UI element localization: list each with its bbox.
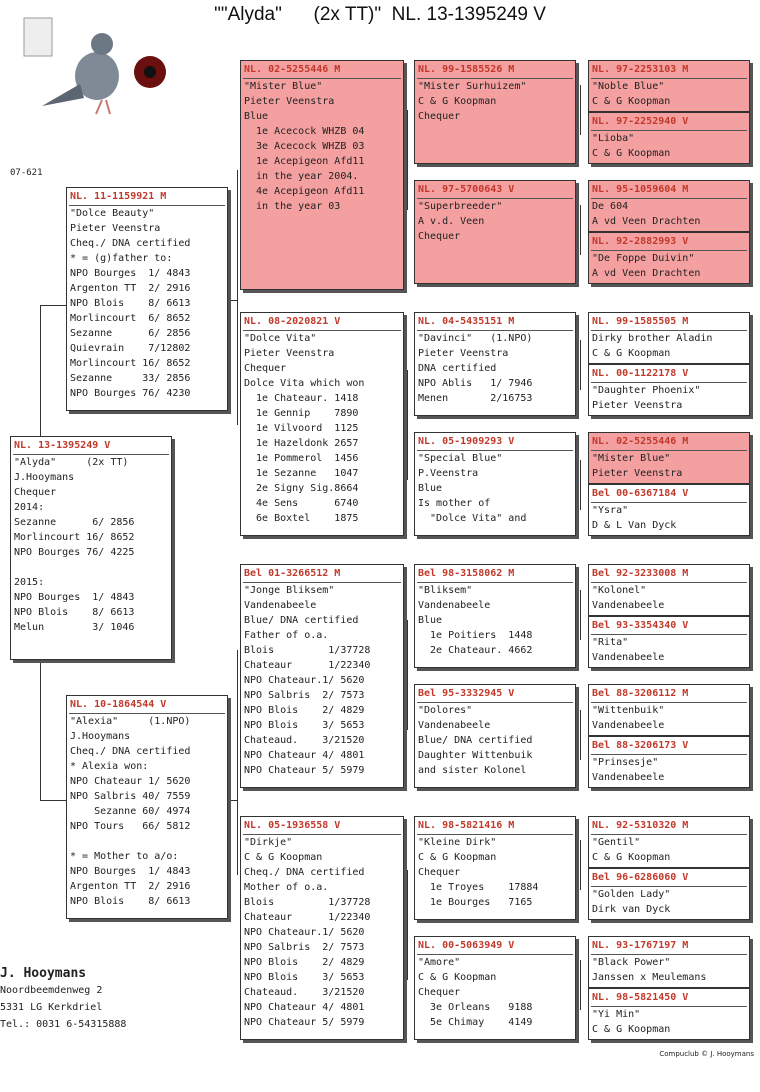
- ring-number: NL. 97-5700643 V: [418, 184, 515, 195]
- card-text-line: NPO Blois 3/ 5653: [244, 720, 365, 731]
- card-text-line: 5e Chimay 4149: [418, 1017, 533, 1028]
- card-text-line: 3e Orleans 9188: [418, 1002, 533, 1013]
- card-text-line: [67, 834, 227, 849]
- card-text-line: A vd Veen Drachten: [592, 216, 701, 227]
- connector: [580, 85, 581, 135]
- card-text-line: "Mister Surhuizem": [418, 81, 527, 92]
- card-text-line: P.Veenstra: [418, 468, 479, 479]
- pedigree-card-ggp-5: [414, 564, 576, 668]
- card-text-line: "Dolce Vita": [244, 333, 317, 344]
- pedigree-card-gggp-4: [588, 232, 750, 284]
- ring-number: Bel 93-3354340 V: [592, 620, 689, 631]
- pedigree-card-mother: [66, 695, 228, 919]
- connector: [237, 650, 238, 875]
- card-text-line: Menen 2/16753: [418, 393, 533, 404]
- card-text-line: De 604: [592, 201, 629, 212]
- card-text-line: NPO Blois 3/ 5653: [244, 972, 365, 983]
- card-text-line: Cheq./ DNA certified: [70, 746, 191, 757]
- card-text-line: Pieter Veenstra: [244, 96, 335, 107]
- card-text-line: Chateaur 1/22340: [244, 912, 371, 923]
- card-text-line: Cheq./ DNA certified: [244, 867, 365, 878]
- card-text-line: C & G Koopman: [592, 348, 671, 359]
- card-text-line: C & G Koopman: [418, 96, 497, 107]
- card-text-line: Sezanne 6/ 2856: [14, 517, 135, 528]
- card-text-line: DNA certified: [418, 363, 497, 374]
- card-text-line: Daughter Wittenbuik: [418, 750, 533, 761]
- card-text-line: "Dirkje": [244, 837, 293, 848]
- card-text-line: 1e Vilvoord 1125: [244, 423, 359, 434]
- card-text-line: "Amore": [418, 957, 461, 968]
- card-text-line: 2015:: [14, 577, 45, 588]
- card-text-line: Janssen x Meulemans: [592, 972, 707, 983]
- card-text-line: Vandenabeele: [592, 652, 665, 663]
- card-text-line: "Special Blue": [418, 453, 503, 464]
- card-text-line: "Davinci" (1.NPO): [418, 333, 533, 344]
- card-text-line: NPO Chateaur 5/ 5979: [244, 1017, 365, 1028]
- pedigree-card-gggp-14: [588, 868, 750, 920]
- pedigree-card-gggp-15: [588, 936, 750, 988]
- connector: [580, 460, 581, 510]
- pedigree-card-gggp-10: [588, 616, 750, 668]
- owner-name: J. Hooymans: [0, 966, 87, 981]
- card-text-line: C & G Koopman: [592, 852, 671, 863]
- card-text-line: 1e Troyes 17884: [418, 882, 539, 893]
- card-text-line: Sezanne 6/ 2856: [70, 328, 191, 339]
- card-text-line: Pieter Veenstra: [592, 400, 683, 411]
- card-text-line: Morlincourt 16/ 8652: [70, 358, 191, 369]
- card-text-line: * = (g)father to:: [70, 253, 173, 264]
- card-text-line: NPO Salbris 2/ 7573: [244, 690, 365, 701]
- ring-number: Bel 01-3266512 M: [244, 568, 341, 579]
- ring-number: NL. 95-1059604 M: [592, 184, 689, 195]
- card-text-line: and sister Kolonel: [418, 765, 527, 776]
- owner-address-line: Noordbeemdenweg 2: [0, 985, 103, 996]
- card-text-line: Chequer: [418, 867, 461, 878]
- card-text-line: Sezanne 33/ 2856: [70, 373, 191, 384]
- ring-number: NL. 97-2252940 V: [592, 116, 689, 127]
- pedigree-card-gggp-16: [588, 988, 750, 1040]
- page-title: ""Alyda" (2x TT)" NL. 13-1395249 V: [214, 4, 546, 25]
- card-text-line: Blue: [418, 483, 443, 494]
- card-text-line: J.Hooymans: [14, 472, 75, 483]
- owner-phone: Tel.: 0031 6-54315888: [0, 1019, 127, 1030]
- pedigree-card-father: [66, 187, 228, 411]
- ring-number: NL. 97-2253103 M: [592, 64, 689, 75]
- card-text-line: "Dolce Vita" and: [418, 513, 527, 524]
- card-text-line: "Ysra": [592, 505, 629, 516]
- card-text-line: Blue: [244, 111, 269, 122]
- ring-number: Bel 88-3206173 V: [592, 740, 689, 751]
- pigeon-logo-icon: [22, 14, 168, 118]
- card-text-line: "Dolores": [418, 705, 473, 716]
- card-text-line: Blois 1/37728: [244, 897, 371, 908]
- ring-number: NL. 99-1585526 M: [418, 64, 515, 75]
- card-text-line: Blue/ DNA certified: [244, 615, 359, 626]
- pedigree-card-gggp-11: [588, 684, 750, 736]
- card-text-line: Melun 3/ 1046: [14, 622, 135, 633]
- connector: [40, 660, 41, 800]
- ring-number: NL. 99-1585505 M: [592, 316, 689, 327]
- owner-info: [0, 965, 126, 1033]
- card-text-line: 1e Poitiers 1448: [418, 630, 533, 641]
- card-text-line: [11, 560, 171, 575]
- ring-number: Bel 95-3332945 V: [418, 688, 515, 699]
- ring-number: Bel 96-6286060 V: [592, 872, 689, 883]
- ring-number: NL. 00-1122178 V: [592, 368, 689, 379]
- connector: [580, 840, 581, 890]
- connector: [580, 960, 581, 1010]
- pedigree-card-ggp-2: [414, 180, 576, 284]
- pedigree-card-gggp-1: [588, 60, 750, 112]
- card-text-line: D & L Van Dyck: [592, 520, 677, 531]
- card-text-line: "Lioba": [592, 133, 635, 144]
- card-text-line: NPO Chateaur.1/ 5620: [244, 675, 365, 686]
- card-text-line: "Mister Blue": [592, 453, 671, 464]
- card-text-line: Chequer: [14, 487, 57, 498]
- card-text-line: NPO Blois 8/ 6613: [70, 298, 191, 309]
- ring-number: NL. 10-1864544 V: [70, 699, 167, 710]
- card-text-line: in the year 2004.: [244, 171, 359, 182]
- ring-number: NL. 98-5821416 M: [418, 820, 515, 831]
- ring-number: NL. 98-5821450 V: [592, 992, 689, 1003]
- pedigree-card-maternal-grandmother: [240, 816, 404, 1040]
- ring-number: NL. 02-5255446 M: [244, 64, 341, 75]
- card-text-line: C & G Koopman: [418, 972, 497, 983]
- card-text-line: NPO Bourges 1/ 4843: [70, 268, 191, 279]
- pedigree-card-gggp-7: [588, 432, 750, 484]
- pedigree-card-ggp-4: [414, 432, 576, 536]
- card-text-line: in the year 03: [244, 201, 341, 212]
- card-text-line: Dirky brother Aladin: [592, 333, 713, 344]
- ring-number: Bel 92-3233008 M: [592, 568, 689, 579]
- card-text-line: "Jonge Bliksem": [244, 585, 335, 596]
- card-text-line: 1e Gennip 7890: [244, 408, 359, 419]
- card-text-line: NPO Blois 2/ 4829: [244, 957, 365, 968]
- ring-number: NL. 93-1767197 M: [592, 940, 689, 951]
- ring-number: NL. 04-5435151 M: [418, 316, 515, 327]
- card-text-line: A v.d. Veen: [418, 216, 485, 227]
- card-text-line: A vd Veen Drachten: [592, 268, 701, 279]
- card-text-line: Pieter Veenstra: [70, 223, 161, 234]
- card-text-line: Vandenabeele: [592, 772, 665, 783]
- card-text-line: "Black Power": [592, 957, 671, 968]
- pedigree-card-ggp-6: [414, 684, 576, 788]
- card-text-line: "Golden Lady": [592, 889, 671, 900]
- connector: [407, 620, 408, 730]
- pedigree-card-paternal-grandmother: [240, 312, 404, 536]
- ring-number: NL. 05-1909293 V: [418, 436, 515, 447]
- card-text-line: NPO Chateaur 4/ 4801: [244, 750, 365, 761]
- ring-number: NL. 02-5255446 M: [592, 436, 689, 447]
- card-text-line: 3e Acecock WHZB 03: [244, 141, 365, 152]
- card-text-line: 6e Boxtel 1875: [244, 513, 359, 524]
- card-text-line: Vandenabeele: [592, 600, 665, 611]
- card-text-line: Father of o.a.: [244, 630, 329, 641]
- card-text-line: NPO Chateaur.1/ 5620: [244, 927, 365, 938]
- card-text-line: C & G Koopman: [592, 96, 671, 107]
- card-text-line: 2e Chateaur. 4662: [418, 645, 533, 656]
- card-text-line: NPO Chateaur 4/ 4801: [244, 1002, 365, 1013]
- card-text-line: NPO Chateaur 1/ 5620: [70, 776, 191, 787]
- card-text-line: Blue: [418, 615, 443, 626]
- card-text-line: C & G Koopman: [592, 148, 671, 159]
- card-text-line: Morlincourt 6/ 8652: [70, 313, 191, 324]
- connector: [407, 370, 408, 480]
- card-text-line: NPO Salbris 40/ 7559: [70, 791, 191, 802]
- card-text-line: NPO Bourges 76/ 4225: [14, 547, 135, 558]
- ring-number: NL. 13-1395249 V: [14, 440, 111, 451]
- ring-number: NL. 08-2020821 V: [244, 316, 341, 327]
- ring-number: NL. 05-1936558 V: [244, 820, 341, 831]
- pedigree-card-ggp-7: [414, 816, 576, 920]
- card-text-line: NPO Tours 66/ 5812: [70, 821, 191, 832]
- card-text-line: C & G Koopman: [418, 852, 497, 863]
- card-text-line: 4e Acepigeon Afd11: [244, 186, 365, 197]
- card-text-line: 1e Sezanne 1047: [244, 468, 359, 479]
- card-text-line: Quievrain 7/12802: [70, 343, 191, 354]
- pedigree-card-maternal-grandfather: [240, 564, 404, 788]
- connector: [407, 110, 408, 210]
- ring-number: NL. 92-2882993 V: [592, 236, 689, 247]
- card-text-line: "Kleine Dirk": [418, 837, 497, 848]
- card-text-line: "Yi Min": [592, 1009, 641, 1020]
- connector: [40, 305, 66, 306]
- ring-number: Bel 98-3158062 M: [418, 568, 515, 579]
- connector: [407, 870, 408, 980]
- card-text-line: Pieter Veenstra: [244, 348, 335, 359]
- card-text-line: "Superbreeder": [418, 201, 503, 212]
- card-text-line: 1e Bourges 7165: [418, 897, 533, 908]
- card-text-line: Argenton TT 2/ 2916: [70, 881, 191, 892]
- card-text-line: NPO Blois 8/ 6613: [70, 896, 191, 907]
- card-text-line: Chequer: [418, 111, 461, 122]
- ring-number: NL. 00-5063949 V: [418, 940, 515, 951]
- card-text-line: NPO Bourges 1/ 4843: [14, 592, 135, 603]
- card-text-line: Blois 1/37728: [244, 645, 371, 656]
- card-text-line: Pieter Veenstra: [418, 348, 509, 359]
- connector: [237, 170, 238, 425]
- card-text-line: Is mother of: [418, 498, 491, 509]
- card-text-line: NPO Bourges 1/ 4843: [70, 866, 191, 877]
- pedigree-card-gggp-13: [588, 816, 750, 868]
- card-text-line: 1e Pommerol 1456: [244, 453, 359, 464]
- connector: [580, 340, 581, 390]
- card-text-line: NPO Chateaur 5/ 5979: [244, 765, 365, 776]
- card-text-line: Vandenabeele: [418, 720, 491, 731]
- footer-credit: Compuclub © J. Hooymans: [659, 1050, 754, 1058]
- card-text-line: "Gentil": [592, 837, 641, 848]
- ring-number: NL. 92-5310320 M: [592, 820, 689, 831]
- pedigree-card-gggp-3: [588, 180, 750, 232]
- pedigree-card-gggp-5: [588, 312, 750, 364]
- card-text-line: Cheq./ DNA certified: [70, 238, 191, 249]
- connector: [40, 800, 66, 801]
- card-text-line: "Alyda" (2x TT): [14, 457, 129, 468]
- card-text-line: NPO Bourges 76/ 4230: [70, 388, 191, 399]
- card-text-line: 2014:: [14, 502, 45, 513]
- card-text-line: Chequer: [418, 231, 461, 242]
- card-text-line: * Alexia won:: [70, 761, 149, 772]
- pedigree-card-subject: [10, 436, 172, 660]
- card-text-line: "Dolce Beauty": [70, 208, 155, 219]
- card-text-line: "De Foppe Duivin": [592, 253, 695, 264]
- pedigree-card-paternal-grandfather: [240, 60, 404, 290]
- card-text-line: "Bliksem": [418, 585, 473, 596]
- card-text-line: 2e Signy Sig.8664: [244, 483, 359, 494]
- card-text-line: Chateaur 1/22340: [244, 660, 371, 671]
- card-text-line: 1e Acepigeon Afd11: [244, 156, 365, 167]
- card-text-line: "Prinsesje": [592, 757, 659, 768]
- card-text-line: Morlincourt 16/ 8652: [14, 532, 135, 543]
- card-text-line: NPO Blois 2/ 4829: [244, 705, 365, 716]
- card-text-line: Chateaud. 3/21520: [244, 987, 365, 998]
- card-text-line: Sezanne 60/ 4974: [70, 806, 191, 817]
- pedigree-card-gggp-2: [588, 112, 750, 164]
- card-text-line: "Daughter Phoenix": [592, 385, 701, 396]
- card-text-line: Pieter Veenstra: [592, 468, 683, 479]
- card-text-line: 1e Hazeldonk 2657: [244, 438, 359, 449]
- card-text-line: "Mister Blue": [244, 81, 323, 92]
- ring-number: Bel 88-3206112 M: [592, 688, 689, 699]
- card-text-line: Blue/ DNA certified: [418, 735, 533, 746]
- pedigree-card-ggp-3: [414, 312, 576, 416]
- ring-number: NL. 11-1159921 M: [70, 191, 167, 202]
- card-text-line: C & G Koopman: [592, 1024, 671, 1035]
- card-text-line: Chequer: [418, 987, 461, 998]
- catalog-code: 07-621: [10, 168, 43, 178]
- card-text-line: Argenton TT 2/ 2916: [70, 283, 191, 294]
- connector: [580, 205, 581, 255]
- card-text-line: Chequer: [244, 363, 287, 374]
- connector: [40, 305, 41, 437]
- card-text-line: Dolce Vita which won: [244, 378, 365, 389]
- card-text-line: 4e Sens 6740: [244, 498, 359, 509]
- connector: [580, 710, 581, 760]
- pedigree-card-gggp-8: [588, 484, 750, 536]
- connector: [580, 590, 581, 640]
- pedigree-card-ggp-8: [414, 936, 576, 1040]
- owner-address-line: 5331 LG Kerkdriel: [0, 1002, 103, 1013]
- card-text-line: Vandenabeele: [418, 600, 491, 611]
- card-text-line: Vandenabeele: [244, 600, 317, 611]
- pedigree-card-ggp-1: [414, 60, 576, 164]
- card-text-line: "Noble Blue": [592, 81, 665, 92]
- card-text-line: "Alexia" (1.NPO): [70, 716, 191, 727]
- pedigree-card-gggp-12: [588, 736, 750, 788]
- pedigree-card-gggp-9: [588, 564, 750, 616]
- card-text-line: NPO Salbris 2/ 7573: [244, 942, 365, 953]
- card-text-line: Mother of o.a.: [244, 882, 329, 893]
- card-text-line: Dirk van Dyck: [592, 904, 671, 915]
- card-text-line: NPO Ablis 1/ 7946: [418, 378, 533, 389]
- card-text-line: 1e Acecock WHZB 04: [244, 126, 365, 137]
- card-text-line: "Rita": [592, 637, 629, 648]
- connector: [228, 800, 238, 801]
- card-text-line: Vandenabeele: [592, 720, 665, 731]
- card-text-line: J.Hooymans: [70, 731, 131, 742]
- card-text-line: "Kolonel": [592, 585, 647, 596]
- card-text-line: * = Mother to a/o:: [70, 851, 179, 862]
- card-text-line: C & G Koopman: [244, 852, 323, 863]
- pedigree-card-gggp-6: [588, 364, 750, 416]
- connector: [228, 300, 238, 301]
- card-text-line: "Wittenbuik": [592, 705, 665, 716]
- card-text-line: Chateaud. 3/21520: [244, 735, 365, 746]
- card-text-line: 1e Chateaur. 1418: [244, 393, 359, 404]
- ring-number: Bel 00-6367184 V: [592, 488, 689, 499]
- card-text-line: NPO Blois 8/ 6613: [14, 607, 135, 618]
